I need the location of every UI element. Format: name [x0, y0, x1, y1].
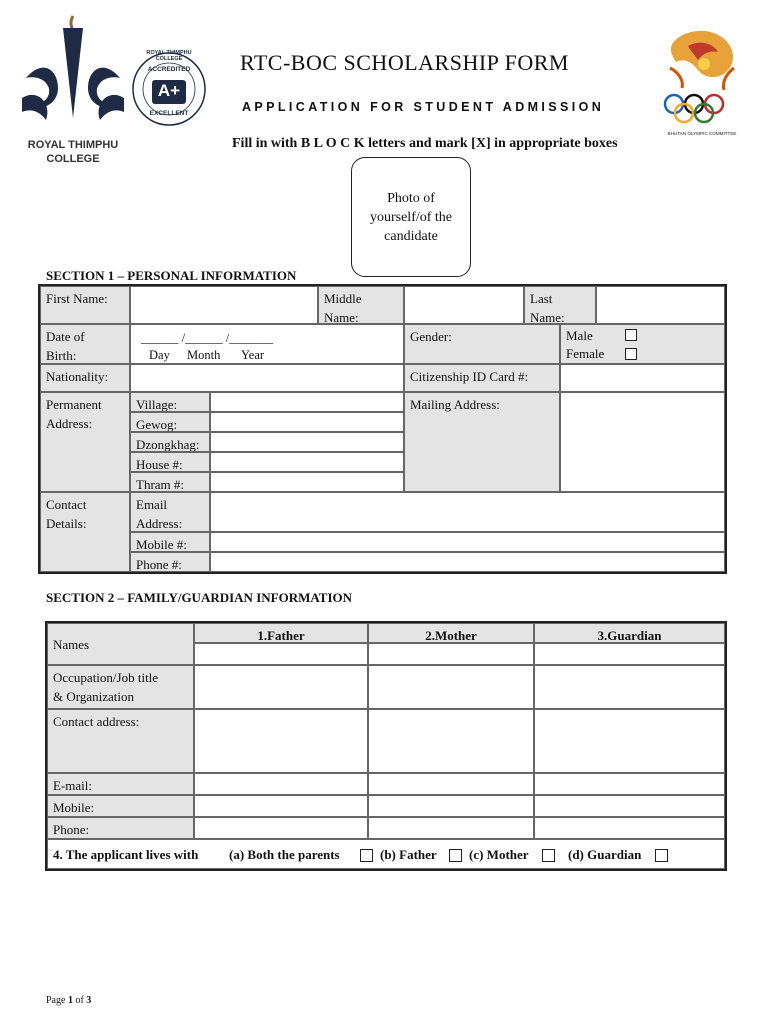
dob-month-label: Month: [187, 348, 221, 362]
middle-name-field[interactable]: [404, 286, 524, 324]
female-checkbox[interactable]: [625, 348, 637, 360]
parent-email-label-text: E-mail:: [53, 778, 92, 793]
citizenship-label: [404, 364, 560, 392]
middle-name-label: [318, 286, 404, 324]
royal-thimphu-college-logo: [18, 8, 128, 168]
dob-blank: ______ /______ /_______: [141, 331, 273, 345]
parent-mobile-label-text: Mobile:: [53, 800, 95, 815]
mother-contact-address-field[interactable]: [368, 709, 534, 773]
guardian-option-checkbox[interactable]: [655, 849, 668, 862]
dzongkhag-label-text: Dzongkhag:: [136, 437, 200, 452]
contact-details-label-1: Contact: [46, 497, 87, 512]
parent-email-label: [47, 773, 194, 795]
male-checkbox[interactable]: [625, 329, 637, 341]
mother-column-header: [368, 623, 534, 643]
guardian-column-header-text: 3.Guardian: [597, 628, 662, 643]
citizenship-label-text: Citizenship ID Card #:: [410, 369, 529, 384]
names-label: [47, 623, 194, 665]
mother-email-field[interactable]: [368, 773, 534, 795]
parent-phone-label: [47, 817, 194, 839]
family-guardian-table: [45, 621, 727, 871]
last-name-label-2: Name:: [530, 310, 565, 324]
thram-field[interactable]: [210, 472, 404, 492]
citizenship-field[interactable]: [560, 364, 725, 392]
phone-field[interactable]: [210, 552, 725, 572]
mailing-address-label-text: Mailing Address:: [410, 397, 500, 412]
page-total: 3: [86, 995, 92, 1006]
dob-day-label: Day: [149, 348, 170, 362]
email-label: [130, 492, 210, 532]
nationality-label: [40, 364, 130, 392]
house-field[interactable]: [210, 452, 404, 472]
mother-name-field[interactable]: [368, 643, 534, 665]
last-name-label: [524, 286, 596, 324]
first-name-label-text: First Name:: [46, 291, 108, 306]
father-phone-field[interactable]: [194, 817, 368, 839]
mobile-field[interactable]: [210, 532, 725, 552]
nationality-label-text: Nationality:: [46, 369, 109, 384]
bhutan-olympic-committee-logo: [648, 28, 756, 146]
contact-address-label: [47, 709, 194, 773]
photo-label-line1: Photo of: [387, 190, 435, 206]
mother-occupation-field[interactable]: [368, 665, 534, 709]
permanent-address-label-2: Address:: [46, 416, 93, 431]
mother-option-label: (c) Mother: [469, 847, 529, 862]
permanent-address-label-1: Permanent: [46, 397, 102, 412]
page-prefix: Page: [46, 995, 66, 1006]
last-name-field[interactable]: [596, 286, 725, 324]
dob-field[interactable]: [130, 324, 404, 364]
guardian-column-header: [534, 623, 725, 643]
page-number: 1: [67, 995, 73, 1006]
accreditation-seal: [130, 48, 208, 130]
phone-label-text: Phone #:: [136, 557, 182, 572]
father-contact-address-field[interactable]: [194, 709, 368, 773]
photo-label-line2: yourself/of the: [369, 209, 453, 225]
first-name-field[interactable]: [130, 286, 318, 324]
father-column-header-text: 1.Father: [257, 628, 305, 643]
email-field[interactable]: [210, 492, 725, 532]
village-label-text: Village:: [136, 397, 178, 412]
email-label-1: Email: [136, 497, 168, 512]
father-occupation-field[interactable]: [194, 665, 368, 709]
gender-label-text: Gender:: [410, 329, 452, 344]
seal-top-text: ROYAL THIMPHU COLLEGE: [146, 50, 192, 62]
gewog-label: [130, 412, 210, 432]
contact-details-label: [40, 492, 130, 572]
page-of: of: [75, 995, 84, 1006]
personal-information-table: [38, 284, 727, 574]
lives-with-row: [47, 839, 725, 869]
dzongkhag-label: [130, 432, 210, 452]
college-name-line2: COLLEGE: [46, 153, 100, 165]
mailing-address-label: [404, 392, 560, 492]
college-emblem-icon: [18, 8, 128, 136]
guardian-phone-field[interactable]: [534, 817, 725, 839]
seal-bottom-text: EXCELLENT: [149, 110, 189, 117]
last-name-label-1: Last: [530, 291, 553, 306]
mother-mobile-field[interactable]: [368, 795, 534, 817]
permanent-address-label: [40, 392, 130, 492]
occupation-label-1: Occupation/Job title: [53, 670, 159, 685]
contact-address-label-text: Contact address:: [53, 714, 140, 729]
seal-grade: A+: [157, 81, 181, 100]
middle-name-label-2: Name:: [324, 310, 359, 324]
lives-with-label: 4. The applicant lives with: [53, 847, 199, 862]
both-parents-label: (a) Both the parents: [229, 847, 340, 862]
occupation-label-2: & Organization: [53, 689, 134, 704]
house-label: [130, 452, 210, 472]
mother-option-checkbox[interactable]: [542, 849, 555, 862]
parent-mobile-label: [47, 795, 194, 817]
college-name-line1: ROYAL THIMPHU: [27, 139, 119, 151]
father-option-label: (b) Father: [380, 847, 437, 862]
mobile-label-text: Mobile #:: [136, 537, 187, 552]
guardian-contact-address-field[interactable]: [534, 709, 725, 773]
email-label-2: Address:: [136, 516, 183, 531]
gender-options: [560, 324, 725, 364]
form-title: RTC-BOC SCHOLARSHIP FORM: [240, 50, 569, 75]
dob-year-label: Year: [241, 348, 265, 362]
photo-label-line3: candidate: [384, 228, 438, 244]
guardian-mobile-field[interactable]: [534, 795, 725, 817]
middle-name-label-1: Middle: [324, 291, 362, 306]
gewog-label-text: Gewog:: [136, 417, 178, 432]
village-field[interactable]: [210, 392, 404, 412]
dob-label: [40, 324, 130, 364]
names-label-text: Names: [53, 637, 90, 652]
section2-title: SECTION 2 – FAMILY/GUARDIAN INFORMATION: [46, 590, 353, 605]
father-column-header: [194, 623, 368, 643]
mobile-label: [130, 532, 210, 552]
mother-column-header-text: 2.Mother: [425, 628, 477, 643]
mother-phone-field[interactable]: [368, 817, 534, 839]
parent-phone-label-text: Phone:: [53, 822, 90, 837]
photo-upload-box[interactable]: [351, 157, 471, 277]
father-option-checkbox[interactable]: [449, 849, 462, 862]
male-label: Male: [566, 328, 593, 343]
page-indicator: [46, 995, 91, 1006]
thram-label: [130, 472, 210, 492]
guardian-option-label: (d) Guardian: [568, 847, 642, 862]
thram-label-text: Thram #:: [136, 477, 185, 492]
phone-label: [130, 552, 210, 572]
house-label-text: House #:: [136, 457, 183, 472]
boc-caption: BHUTAN OLYMPIC COMMITTEE: [667, 131, 737, 136]
gewog-field[interactable]: [210, 412, 404, 432]
occupation-label: [47, 665, 194, 709]
guardian-email-field[interactable]: [534, 773, 725, 795]
dob-label-1: Date of: [46, 329, 85, 344]
form-subtitle: APPLICATION FOR STUDENT ADMISSION: [242, 100, 605, 114]
village-label: [130, 392, 210, 412]
father-mobile-field[interactable]: [194, 795, 368, 817]
boc-dragon-rings-icon: [648, 28, 756, 128]
mailing-address-field[interactable]: [560, 392, 725, 492]
section1-title: SECTION 1 – PERSONAL INFORMATION: [46, 268, 297, 283]
both-parents-checkbox[interactable]: [360, 849, 373, 862]
contact-details-label-2: Details:: [46, 516, 87, 531]
father-email-field[interactable]: [194, 773, 368, 795]
form-instruction: Fill in with B L O C K letters and mark [X] in appropriate boxes: [232, 136, 618, 151]
guardian-occupation-field[interactable]: [534, 665, 725, 709]
guardian-name-field[interactable]: [534, 643, 725, 665]
seal-middle-text: ACCREDITED: [147, 66, 191, 73]
father-name-field[interactable]: [194, 643, 368, 665]
dob-label-2: Birth:: [46, 348, 77, 363]
female-label: Female: [566, 346, 605, 361]
gender-label: [404, 324, 560, 364]
dzongkhag-field[interactable]: [210, 432, 404, 452]
first-name-label: [40, 286, 130, 324]
nationality-field[interactable]: [130, 364, 404, 392]
